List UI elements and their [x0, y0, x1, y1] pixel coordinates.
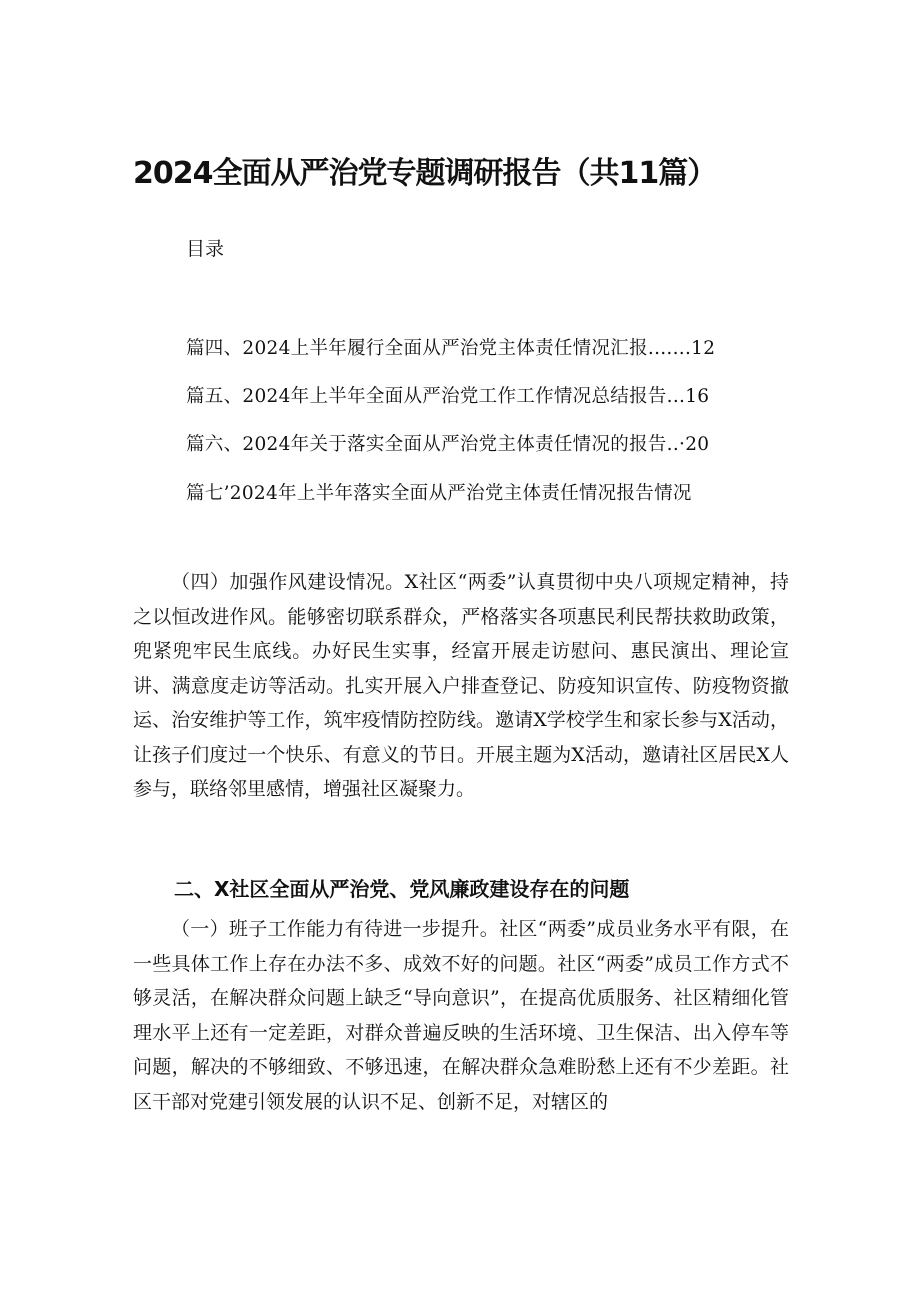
toc-item[interactable]: 篇四、2024上半年履行全面从严治党主体责任情况汇报.......12	[186, 338, 716, 359]
toc-heading: 目录	[186, 238, 225, 260]
body-paragraph: （一）班子工作能力有待进一步提升。社区“两委”成员业务水平有限，在一些具体工作上存在办法不多、成效不好的问题。社区“两委”成员工作方式不够灵活，在解决群众问题上缺乏“导向意识”，在提高优质服务、社区精细化管理水平上还有一定差距，对群众普遍反映的生活环境、卫生保洁、出入停车等问题，解决的不够细致、不够迅速，在解决群众急难盼愁上还有不少差距。社区干部对党建引领发展的认识不足、创新不足，对辖区的	[133, 918, 789, 1113]
document-title: 2024全面从严治党专题调研报告（共11篇）	[133, 156, 717, 191]
toc-item[interactable]: 篇五、2024年上半年全面从严治党工作工作情况总结报告...16	[186, 386, 710, 407]
section-heading: 二、X社区全面从严治党、党风廉政建设存在的问题	[174, 877, 630, 901]
toc-item[interactable]: 篇七’2024年上半年落实全面从严治党主体责任情况报告情况	[186, 483, 692, 504]
body-paragraph: （四）加强作风建设情况。X社区“两委”认真贯彻中央八项规定精神，持之以恒改进作风。能够密切联系群众，严格落实各项惠民利民帮扶救助政策，兜紧兜牢民生底线。办好民生实事，经富开展走访慰问、惠民演出、理论宣讲、满意度走访等活动。扎实开展入户排查登记、防疫知识宣传、防疫物资撤运、治安维护等工作，筑牢疫情防控防线。邀请X学校学生和家长参与X活动，让孩子们度过一个快乐、有意义的节日。开展主题为X活动，邀请社区居民X人参与，联络邻里感情，增强社区凝聚力。	[133, 571, 789, 800]
toc-item[interactable]: 篇六、2024年关于落实全面从严治党主体责任情况的报告..·20	[186, 434, 710, 455]
